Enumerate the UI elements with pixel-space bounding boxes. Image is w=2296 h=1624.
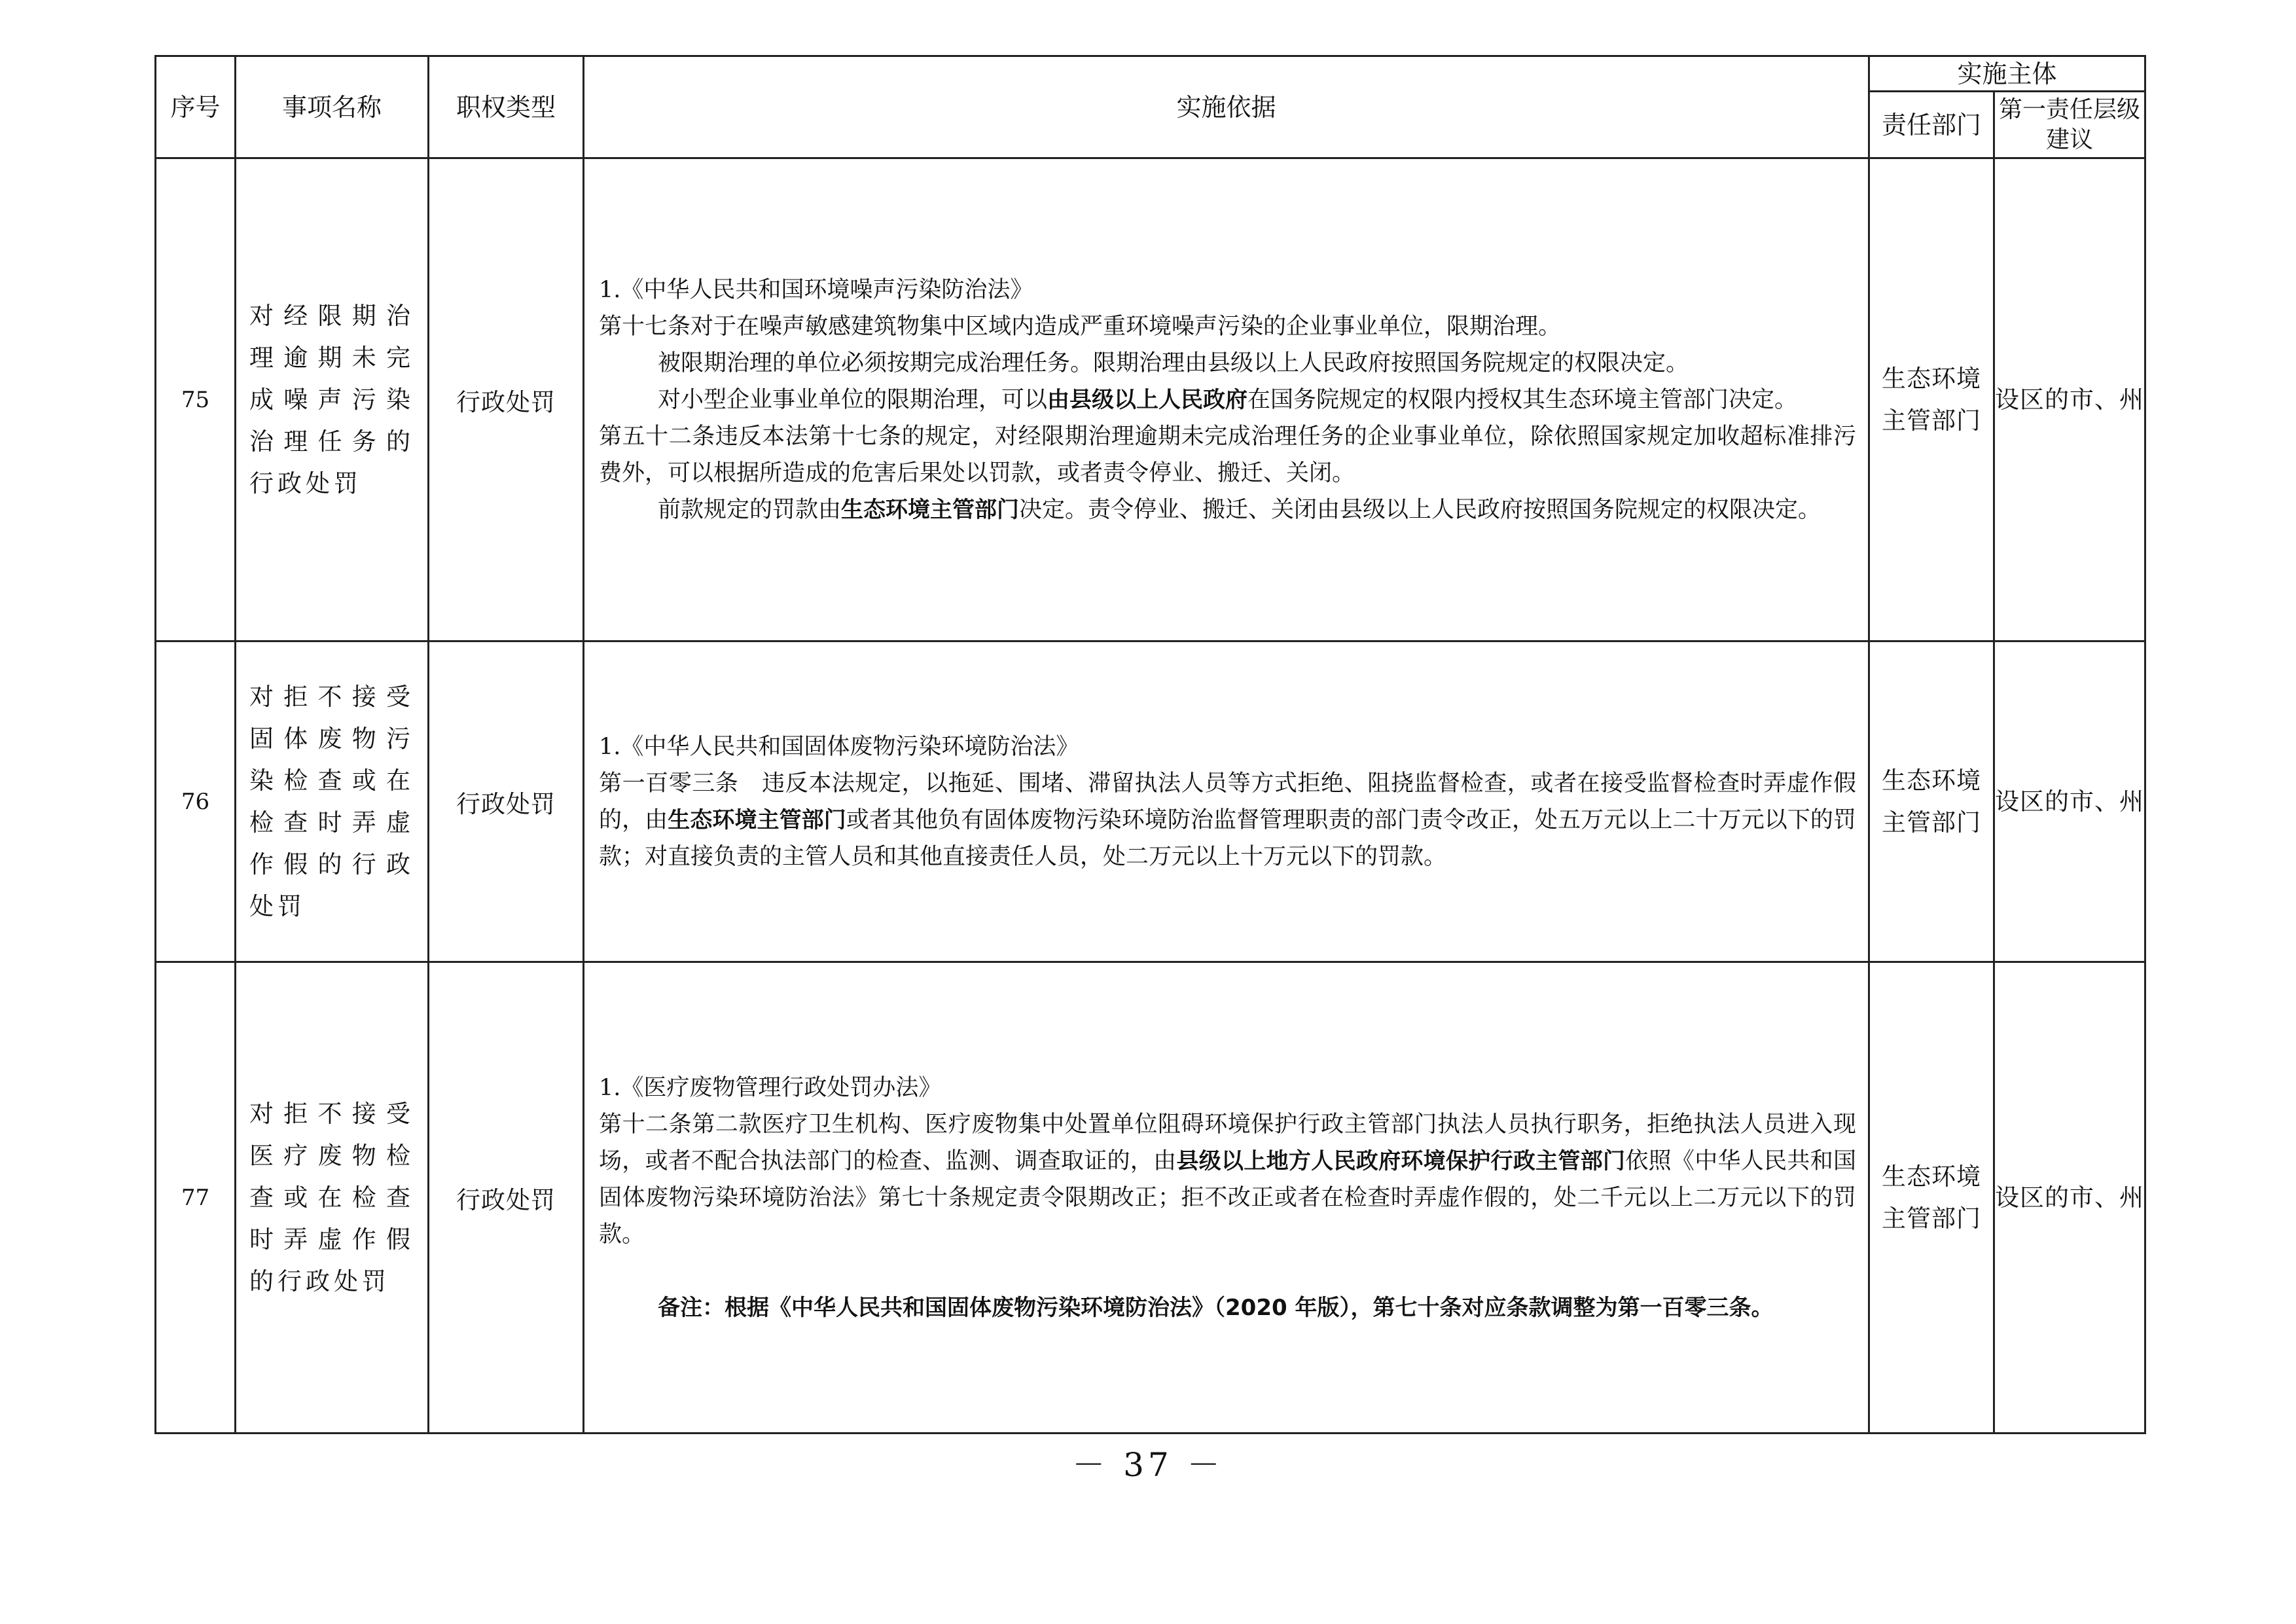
basis-paragraph xyxy=(599,272,1856,308)
basis-text: 依照《中华人民共和国固体废物污染环境防治法》第七十条规定责令限期改正；拒不改正或者在检查时弄虚作假的，处二千元以上二万元以下的罚款。 xyxy=(599,1147,1856,1248)
basis-text: 对小型企业事业单位的限期治理，可以 xyxy=(658,386,1048,413)
basis-text: 第十二条第二款医疗卫生机构、医疗废物集中处置单位阻碍环境保护行政主管部门执法人员执行职务，拒绝执法人员进入现场，或者不配合执法部门的检查、监测、调查取证的，由 xyxy=(599,1111,1856,1174)
header-subject: 实施主体 xyxy=(1869,56,2145,92)
basis-text: 或者其他负有固体废物污染环境防治监督管理职责的部门责令改正，处五万元以上二十万元以下的罚款；对直接负责的主管人员和其他直接责任人员，处二万元以上十万元以下的罚款。 xyxy=(599,806,1856,870)
row-level: 设区的市、州 xyxy=(1994,641,2145,962)
header-level: 第一责任层级建议 xyxy=(1994,92,2145,158)
basis-paragraph xyxy=(599,418,1856,492)
basis-paragraph xyxy=(599,345,1856,382)
header-seq: 序号 xyxy=(156,56,236,158)
row-dept: 生态环境主管部门 xyxy=(1869,962,1994,1434)
basis-text: 在国务院规定的权限内授权其生态环境主管部门决定。 xyxy=(1247,386,1798,413)
basis-text: 前款规定的罚款由 xyxy=(658,496,842,523)
basis-bold-text: 由县级以上人民政府 xyxy=(1047,386,1248,413)
basis-text: 第一百零三条 违反本法规定，以拖延、围堵、滞留执法人员等方式拒绝、阻挠监督检查，或者在接受监督检查时弄虚作假的，由 xyxy=(599,770,1856,833)
basis-bold-text: 生态环境主管部门 xyxy=(668,806,846,833)
header-type: 职权类型 xyxy=(429,56,584,158)
row-type: 行政处罚 xyxy=(429,158,584,641)
header-name: 事项名称 xyxy=(236,56,429,158)
table-row xyxy=(156,158,2145,641)
row-seq: 75 xyxy=(156,158,236,641)
row-item-name: 对拒不接受医疗废物检查或在检查时弄虚作假的行政处罚 xyxy=(236,962,429,1434)
table-row xyxy=(156,962,2145,1434)
basis-text: 第十七条对于在噪声敏感建筑物集中区域内造成严重环境噪声污染的企业事业单位，限期治理。 xyxy=(599,313,1562,340)
basis-paragraph xyxy=(599,492,1856,528)
row-level: 设区的市、州 xyxy=(1994,962,2145,1434)
row-dept: 生态环境主管部门 xyxy=(1869,158,1994,641)
row-level: 设区的市、州 xyxy=(1994,158,2145,641)
basis-bold-text: 县级以上地方人民政府环境保护行政主管部门 xyxy=(1176,1147,1626,1174)
basis-text: 1.《中华人民共和国环境噪声污染防治法》 xyxy=(599,276,1033,303)
authority-table xyxy=(154,55,2146,1434)
header-dept: 责任部门 xyxy=(1869,92,1994,158)
table-row xyxy=(156,641,2145,962)
row-dept: 生态环境主管部门 xyxy=(1869,641,1994,962)
basis-bold-text: 生态环境主管部门 xyxy=(841,496,1020,523)
row-basis xyxy=(584,962,1869,1434)
row-basis xyxy=(584,641,1869,962)
basis-spacer xyxy=(599,1253,1856,1290)
row-seq: 76 xyxy=(156,641,236,962)
row-basis xyxy=(584,158,1869,641)
row-item-name: 对经限期治理逾期未完成噪声污染治理任务的行政处罚 xyxy=(236,158,429,641)
basis-note: 备注：根据《中华人民共和国固体废物污染环境防治法》（2020 年版），第七十条对应条款调整为第一百零三条。 xyxy=(658,1294,1774,1321)
basis-paragraph xyxy=(599,382,1856,418)
basis-text: 决定。责令停业、搬迁、关闭由县级以上人民政府按照国务院规定的权限决定。 xyxy=(1019,496,1821,523)
header-basis: 实施依据 xyxy=(584,56,1869,158)
basis-text: 1.《中华人民共和国固体废物污染环境防治法》 xyxy=(599,733,1079,760)
basis-text: 1.《医疗废物管理行政处罚办法》 xyxy=(599,1074,942,1101)
basis-paragraph xyxy=(599,1070,1856,1106)
row-type: 行政处罚 xyxy=(429,962,584,1434)
basis-paragraph xyxy=(599,729,1856,765)
basis-paragraph xyxy=(599,1106,1856,1253)
basis-text: 第五十二条违反本法第十七条的规定，对经限期治理逾期未完成治理任务的企业事业单位，除依照国家规定加收超标准排污费外，可以根据所造成的危害后果处以罚款，或者责令停业、搬迁、关闭。 xyxy=(599,423,1856,486)
row-item-name: 对拒不接受固体废物污染检查或在检查时弄虚作假的行政处罚 xyxy=(236,641,429,962)
row-seq: 77 xyxy=(156,962,236,1434)
basis-text: 被限期治理的单位必须按期完成治理任务。限期治理由县级以上人民政府按照国务院规定的权限决定。 xyxy=(658,350,1689,376)
basis-paragraph xyxy=(599,308,1856,345)
page-number: － 37 － xyxy=(1072,1446,1224,1484)
basis-paragraph xyxy=(599,765,1856,875)
row-type: 行政处罚 xyxy=(429,641,584,962)
